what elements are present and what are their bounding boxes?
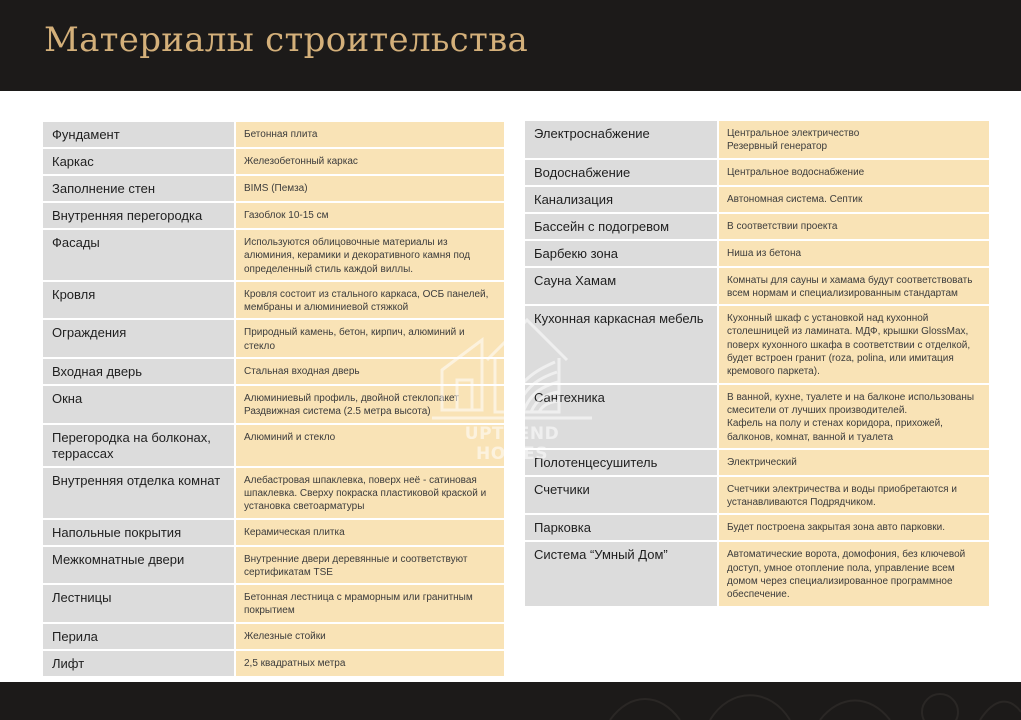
spec-label: Перегородка на болконах, террассах (43, 425, 236, 468)
spec-value (719, 385, 989, 450)
spec-label: Перила (43, 624, 236, 651)
spec-value-text: Железобетонный каркас (244, 156, 358, 167)
page-header (0, 0, 1021, 91)
spec-value (236, 230, 504, 282)
spec-row (525, 515, 989, 542)
spec-label: Лестницы (43, 585, 236, 624)
spec-label: Электроснабжение (525, 121, 719, 160)
spec-value (719, 241, 989, 268)
spec-value-text: Используются облицовочные материалы из алюминия, керамики и декоративного камня под определенный стиль каждой виллы. (244, 237, 471, 275)
spec-label: Парковка (525, 515, 719, 542)
spec-value-text: Ниша из бетона (727, 247, 802, 259)
spec-value (719, 306, 989, 384)
spec-label: Кровля (43, 282, 236, 321)
spec-value-text: Электрический (727, 456, 797, 468)
spec-row (43, 651, 504, 678)
spec-value-text: Счетчики электричества и воды приобретаются и устанавливаются Подрядчиком. (727, 483, 957, 509)
spec-row (43, 122, 504, 149)
spec-value (236, 624, 504, 651)
spec-label: Счетчики (525, 477, 719, 516)
spec-row (43, 176, 504, 203)
spec-value (236, 149, 504, 176)
spec-value (236, 547, 504, 586)
spec-value (236, 386, 504, 425)
spec-row (43, 282, 504, 321)
spec-row (525, 450, 989, 477)
spec-value (236, 651, 504, 678)
spec-value (719, 160, 989, 187)
spec-value-text: Природный камень, бетон, кирпич, алюминий и стекло (244, 327, 465, 352)
spec-value (719, 121, 989, 160)
materials-table-right (525, 121, 989, 608)
spec-value (236, 468, 504, 520)
spec-value (719, 214, 989, 241)
spec-label: Фундамент (43, 122, 236, 149)
spec-value-text: 2,5 квадратных метра (244, 657, 346, 669)
spec-value-text: Кухонный шкаф с установкой над кухонной столешницей из ламината. МДФ, крышки GlossMax, поверх кухонного шкафа в соответствии с отделкой, будет встроен гранит (roza, polina, или имитация кремового паркета). (727, 313, 971, 378)
spec-value (719, 515, 989, 542)
spec-label: Ограждения (43, 320, 236, 359)
spec-value-text: В ванной, кухне, туалете и на балконе использованы смесители от лучших производителей. Кафель на полу и стенах коридора, прихожей, балконов, комнат, ванной и туалета (727, 391, 975, 443)
spec-label: Водоснабжение (525, 160, 719, 187)
spec-value-text: Автоматические ворота, домофония, без ключевой доступ, умное отопление пола, управление всем домом через специализированное программное обеспечение. (727, 549, 966, 601)
spec-value-text: В соответствии проекта (727, 220, 838, 232)
watermark-text: UPTREND HOMES (464, 424, 560, 464)
spec-label: Канализация (525, 187, 719, 214)
spec-value (236, 203, 504, 230)
spec-row (43, 547, 504, 586)
spec-row (43, 520, 504, 547)
spec-value-text: Алюминий и стекло (244, 431, 336, 443)
spec-label: Внутренняя отделка комнат (43, 468, 236, 520)
spec-value-text: Будет построена закрытая зона авто парковки. (727, 522, 946, 534)
spec-value (236, 320, 504, 359)
spec-label: Внутренняя перегородка (43, 203, 236, 230)
page-footer (0, 682, 1021, 720)
spec-label: Кухонная каркасная мебель (525, 306, 719, 384)
spec-row (525, 542, 989, 607)
spec-row (525, 187, 989, 214)
spec-value (236, 585, 504, 624)
page-title: Материалы строительства (44, 20, 529, 60)
materials-table-left (43, 122, 504, 678)
spec-value (236, 425, 504, 468)
spec-row (43, 585, 504, 624)
spec-label: Полотенцесушитель (525, 450, 719, 477)
spec-row (43, 320, 504, 359)
spec-value (719, 187, 989, 214)
spec-label: Окна (43, 386, 236, 425)
spec-value-text: Центральное электричество Резервный генератор (727, 128, 860, 153)
spec-label: Система “Умный Дом” (525, 542, 719, 607)
spec-value-text: Стальная входная дверь (244, 366, 360, 378)
decorative-pattern-icon (600, 682, 1021, 720)
spec-value (719, 542, 989, 607)
spec-value (236, 520, 504, 547)
spec-row (525, 214, 989, 241)
spec-value-text: Алюминиевый профиль, двойной стеклопакет Раздвижная система (2.5 метра высота) (244, 393, 459, 418)
spec-row (525, 121, 989, 160)
spec-row (43, 468, 504, 520)
spec-value-text: Железные стойки (244, 630, 326, 642)
spec-row (43, 624, 504, 651)
spec-value-text: Комнаты для сауны и хамама будут соответствовать всем нормам и специализированным стандартам (727, 274, 973, 299)
spec-value (719, 477, 989, 516)
spec-value (236, 122, 504, 149)
spec-label: Заполнение стен (43, 176, 236, 203)
spec-label: Сантехника (525, 385, 719, 450)
spec-label: Напольные покрытия (43, 520, 236, 547)
spec-value (236, 176, 504, 203)
spec-row (43, 359, 504, 386)
spec-label: Межкомнатные двери (43, 547, 236, 586)
spec-row (525, 241, 989, 268)
spec-value-text: Внутренние двери деревянные и соответствуют сертификатам TSE (244, 553, 468, 578)
spec-value-text: Алебастровая шпаклевка, поверх неё - сатиновая шпаклевка. Сверху покраска пластиковой краской и установка светоарматуры (244, 474, 487, 513)
spec-row (525, 160, 989, 187)
spec-value-text: Керамическая плитка (244, 526, 345, 538)
spec-row (43, 386, 504, 425)
spec-row (43, 149, 504, 176)
spec-row (525, 306, 989, 384)
spec-label: Сауна Хамам (525, 268, 719, 307)
spec-row (525, 385, 989, 450)
spec-row (43, 230, 504, 282)
spec-value-text: BIMS (Пемза) (244, 183, 308, 194)
spec-value-text: Газоблок 10-15 см (244, 210, 329, 221)
spec-row (525, 477, 989, 516)
spec-row (525, 268, 989, 307)
spec-value-text: Бетонная лестница с мраморным или гранитным покрытием (244, 592, 473, 617)
spec-value-text: Бетонная плита (244, 129, 318, 140)
spec-value (236, 282, 504, 321)
spec-label: Входная дверь (43, 359, 236, 386)
spec-value-text: Кровля состоит из стального каркаса, ОСБ панелей, мембраны и алюминиевой стяжкой (244, 288, 489, 314)
spec-label: Фасады (43, 230, 236, 282)
spec-label: Барбекю зона (525, 241, 719, 268)
spec-label: Бассейн с подогревом (525, 214, 719, 241)
spec-value (719, 450, 989, 477)
spec-label: Лифт (43, 651, 236, 678)
spec-value (719, 268, 989, 307)
spec-value-text: Автономная система. Септик (727, 193, 863, 205)
spec-row (43, 203, 504, 230)
spec-label: Каркас (43, 149, 236, 176)
spec-value (236, 359, 504, 386)
spec-row (43, 425, 504, 468)
spec-value-text: Центральное водоснабжение (727, 166, 865, 178)
